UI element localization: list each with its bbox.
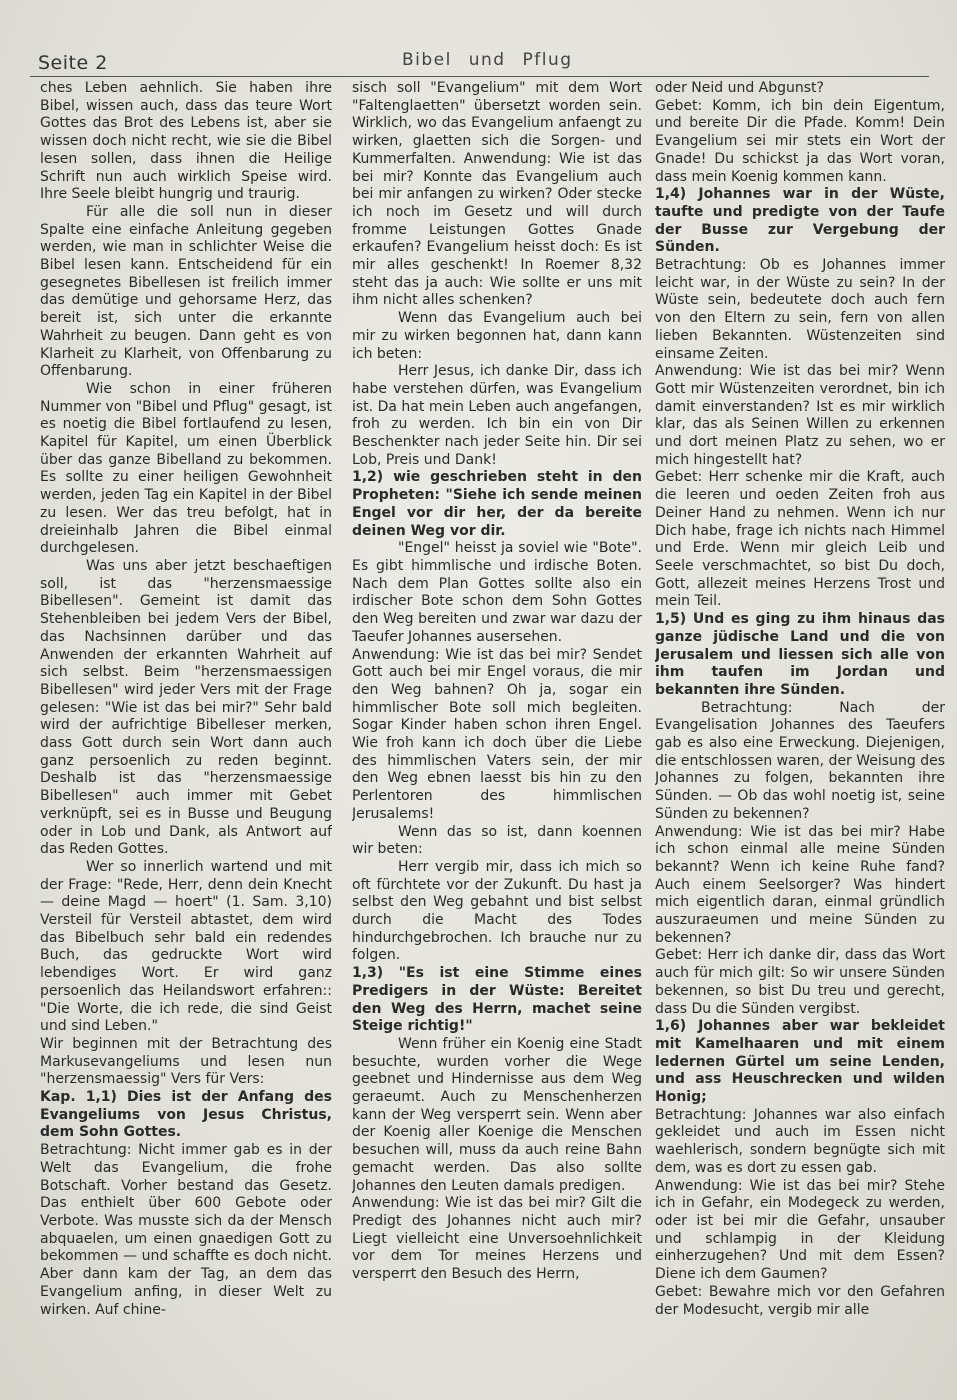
- paragraph: Anwendung: Wie ist das bei mir? Wenn Gott mir Wüstenzeiten verordnet, bin ich damit einverstanden? Ist es mir wirklich klar, das als Seinen Willen zu erkennen und dort meinen Platz zu sehen, wo er mich hingestellt hat?: [655, 363, 945, 468]
- paragraph: Wenn früher ein Koenig eine Stadt besuchte, wurden vorher die Wege geebnet und Hindernisse aus dem Weg geraeumt. Auch zu Menschenherzen kann der Weg versperrt sein. Wenn aber der Koenig aller Koenige die Menschen besuchen will, muss da auch reine Bahn gemacht werden. Das also sollte Johannes den Leuten damals predigen.: [352, 1035, 642, 1194]
- paragraph: Was uns aber jetzt beschaeftigen soll, ist das "herzensmaessige Bibellesen". Gemeint ist damit das Stehenbleiben bei jedem Vers der Bibel, das Nachsinnen darüber und das Anwenden der erkannten Wahrheit auf sich selbst. Beim "herzensmaessigen Bibellesen" wird jeder Vers mit der Frage gelesen: "Wie ist das bei mir?" Sehr bald wird der aufrichtige Bibelleser merken, dass Gott durch sein Wort dann auch ganz persoenlich zu reden beginnt. Deshalb ist das "herzensmaessige Bibellesen" auch immer mit Gebet verknüpft, sei es in Busse und Beugung oder in Lob und Dank, als Antwort auf das Reden Gottes.: [40, 557, 332, 858]
- page-number: Seite 2: [38, 52, 108, 74]
- paragraph: Anwendung: Wie ist das bei mir? Sendet Gott auch bei mir Engel voraus, die mir den Weg bahnen? Oh ja, sogar ein himmlischer Bote soll mich begleiten. Sogar Kinder haben schon ihren Engel. Wie froh kann ich doch über die Liebe des himmlischen Vaters sein, der mir den Weg ebnen laesst bis hin zu den Perlentoren des himmlischen Jerusalems!: [352, 646, 642, 822]
- verse-heading: 1,6) Johannes aber war bekleidet mit Kamelhaaren und mit einem ledernen Gürtel um seine Lenden, und ass Heuschrecken und wilden Honig;: [655, 1018, 945, 1106]
- verse-heading: 1,5) Und es ging zu ihm hinaus das ganze jüdische Land und die von Jerusalem und liessen sich alle von ihm taufen im Jordan und bekannten ihre Sünden.: [655, 611, 945, 698]
- paragraph: Betrachtung: Nicht immer gab es in der Welt das Evangelium, die frohe Botschaft. Vorher bestand das Gesetz. Das enthielt über 600 Gebote oder Verbote. Was musste sich da der Mensch abquaelen, um einen gnaedigen Gott zu bekommen — und schaffte es doch nicht. Aber dann kam der Tag, an dem das Evangelium anfing, in dieser Welt zu wirken. Auf chine-: [40, 1142, 332, 1318]
- paragraph: oder Neid und Abgunst?: [655, 80, 824, 96]
- paragraph: Wenn das Evangelium auch bei mir zu wirken begonnen hat, dann kann ich beten:: [352, 310, 642, 362]
- verse-heading: Kap. 1,1) Dies ist der Anfang des Evangeliums von Jesus Christus, dem Sohn Gottes.: [40, 1089, 332, 1141]
- paragraph: Anwendung: Wie ist das bei mir? Stehe ich in Gefahr, ein Modegeck zu werden, oder ist bei mir die Gefahr, unsauber und schlampig in der Kleidung einherzugehen? Und mit dem Essen? Diene ich dem Gaumen?: [655, 1177, 945, 1283]
- prayer-paragraph: Gebet: Komm, ich bin dein Eigentum, und bereite Dir die Pfade. Komm! Dein Evangelium sei mir stets ein Wort der Gnade! Du schickst ja das Wort voran, dass mein Koenig kommen kann.: [655, 97, 945, 185]
- header-rule: [30, 76, 929, 77]
- paragraph: sisch soll "Evangelium" mit dem Wort "Faltenglaetten" übersetzt worden sein. Wirklich, wo das Evangelium anfaengt zu wirken, glaetten sich die Sorgen- und Kummerfalten. Anwendung: Wie ist das bei mir? Konnte das Evangelium auch bei mir anfangen zu wirken? Oder stecke ich noch im Gesetz und will durch fromme Leistungen Gottes Gnade erkaufen? Evangelium heisst doch: Es ist mir alles geschenkt! In Roemer 8,32 steht das ja auch: Wie sollte er uns mit ihm nicht alles schenken?: [352, 80, 642, 309]
- paragraph: Wie schon in einer früheren Nummer von "Bibel und Pflug" gesagt, ist es noetig die Bibel fortlaufend zu lesen, Kapitel für Kapitel, um einen Überblick über das ganze Bibelland zu bekommen. Es sollte zu einer heiligen Gewohnheit werden, jeden Tag ein Kapitel in der Bibel zu lesen. Wer das treu befolgt, hat in dreieinhalb Jahren die Bibel einmal durchgelesen.: [40, 380, 332, 557]
- publication-title: Bibel und Pflug: [402, 50, 573, 70]
- column-3: [655, 80, 945, 1395]
- paragraph: Wir beginnen mit der Betrachtung des Markusevangeliums und lesen nun "herzensmaessig" Vers für Vers:: [40, 1035, 332, 1088]
- paragraph: Anwendung: Wie ist das bei mir? Habe ich schon einmal alle meine Sünden bekannt? Wenn ich keine Ruhe fand? Auch einem Seelsorger? Was hindert mich eigentlich daran, einmal gründlich auszuraeumen und meine Sünden zu bekennen?: [655, 823, 945, 946]
- prayer-paragraph: Herr Jesus, ich danke Dir, dass ich habe verstehen dürfen, was Evangelium ist. Da hat mein Leben auch angefangen, froh zu werden. Ich bin ein von Dir Beschenkter nach jeder Seite hin. Dir sei Lob, Preis und Dank!: [352, 363, 642, 468]
- column-1: [40, 80, 332, 1395]
- prayer-paragraph: Gebet: Herr ich danke dir, dass das Wort auch für mich gilt: So wir unsere Sünden bekennen, so bist Du treu und gerecht, dass Du die Sünden vergibst.: [655, 947, 945, 1017]
- paragraph: Wer so innerlich wartend und mit der Frage: "Rede, Herr, denn dein Knecht — deine Magd — hoert" (1. Sam. 3,10) Versteil für Versteil abtastet, dem wird das Bibelbuch sehr bald ein redendes Buch, das gedruckte Wort wird lebendiges Wort. Er wird ganz persoenlich das Heilandswort erfahren:: "Die Worte, die ich rede, die sind Geist und sind Leben.": [40, 858, 332, 1035]
- column-2: [352, 80, 642, 1395]
- paragraph: Wenn das so ist, dann koennen wir beten:: [352, 823, 642, 858]
- verse-heading: 1,4) Johannes war in der Wüste, taufte und predigte von der Taufe der Busse zur Vergebung der Sünden.: [655, 186, 945, 256]
- paragraph: "Engel" heisst ja soviel wie "Bote". Es gibt himmlische und irdische Boten. Nach dem Plan Gottes sollte also ein irdischer Bote schon dem Sohn Gottes den Weg bereiten und zwar war dazu der Taeufer Johannes ausersehen.: [352, 540, 642, 645]
- prayer-paragraph: Herr vergib mir, dass ich mich so oft fürchtete vor der Zukunft. Du hast ja selbst den Weg gebahnt und bist selbst durch die Macht des Todes hindurchgebrochen. Ich brauche nur zu folgen.: [352, 858, 642, 964]
- verse-heading: 1,3) "Es ist eine Stimme eines Predigers in der Wüste: Bereitet den Weg des Herrn, machet seine Steige richtig!": [352, 965, 642, 1035]
- paragraph: Betrachtung: Nach der Evangelisation Johannes des Taeufers gab es also eine Erweckung. Diejenigen, die entschlossen waren, der Weisung des Johannes zu folgen, bekannten ihre Sünden. — Ob das wohl noetig ist, seine Sünden zu bekennen?: [655, 699, 945, 822]
- prayer-paragraph: Gebet: Bewahre mich vor den Gefahren der Modesucht, vergib mir alle: [655, 1283, 945, 1318]
- paragraph: Betrachtung: Johannes war also einfach gekleidet und auch im Essen nicht waehlerisch, sondern begnügte sich mit dem, was es dort zu essen gab.: [655, 1106, 945, 1176]
- paragraph: ches Leben aehnlich. Sie haben ihre Bibel, wissen auch, dass das teure Wort Gottes das Brot des Lebens ist, aber sie wissen doch nicht recht, wie sie die Bibel lesen sollen, dass ihnen die Heilige Schrift nun auch wirklich Speise wird. Ihre Seele bleibt hungrig und traurig.: [40, 80, 332, 203]
- verse-heading: 1,2) wie geschrieben steht in den Propheten: "Siehe ich sende meinen Engel vor dir her, der da bereite deinen Weg vor dir.: [352, 469, 642, 539]
- paragraph: Für alle die soll nun in dieser Spalte eine einfache Anleitung gegeben werden, wie man in schlichter Weise die Bibel lesen kann. Entscheidend für ein gesegnetes Bibellesen ist freilich immer das demütige und gehorsame Herz, das bereit ist, sich unter die erkannte Wahrheit zu beugen. Dann geht es von Klarheit zu Klarheit, von Offenbarung zu Offenbarung.: [40, 203, 332, 380]
- prayer-paragraph: Gebet: Herr schenke mir die Kraft, auch die leeren und oeden Zeiten froh aus Deiner Hand zu nehmen. Wenn ich nur Dich habe, frage ich nichts nach Himmel und Erde. Wenn mir gleich Leib und Seele verschmachtet, so bist Du doch, Gott, allezeit meines Herzens Trost und mein Teil.: [655, 469, 945, 610]
- paragraph: Anwendung: Wie ist das bei mir? Gilt die Predigt des Johannes nicht auch mir? Liegt vielleicht eine Unversoehnlichkeit vor dem Tor meines Herzens und versperrt den Besuch des Herrn,: [352, 1195, 642, 1283]
- paragraph: Betrachtung: Ob es Johannes immer leicht war, in der Wüste zu sein? In der Wüste sein, bedeutete doch auch fern von den Eltern zu sein, fern von allen lieben Bekannten. Wüstenzeiten sind einsame Zeiten.: [655, 257, 945, 362]
